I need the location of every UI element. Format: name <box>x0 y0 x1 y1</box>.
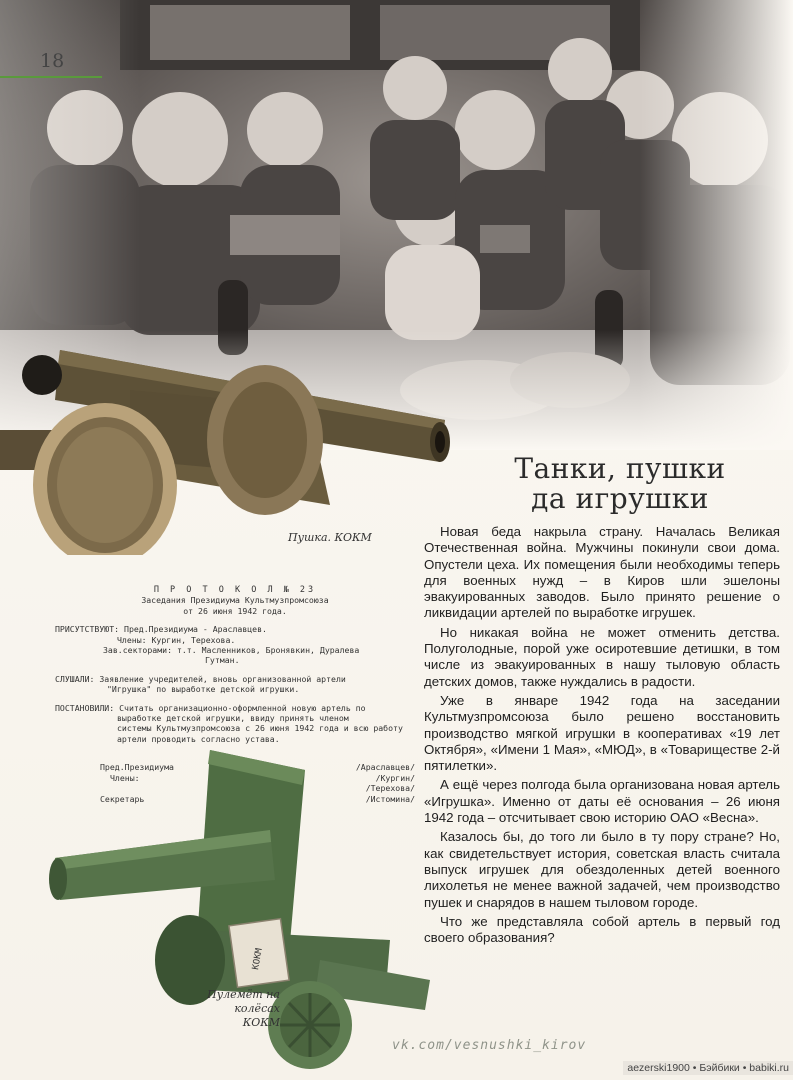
machine-gun-caption <box>160 988 280 1030</box>
protocol-heard-line: "Игрушка" по выработке детской игрушки. <box>107 684 300 695</box>
sig-chair-name: /Араславцев/ <box>355 762 415 773</box>
sig-secretary-name: /Истомина/ <box>365 793 415 804</box>
protocol-subtitle: Заседания Президиума Культмузпромсоюза <box>141 595 329 606</box>
article-paragraph: Но никакая война не может отменить детства. Полуголодные, порой уже осиротевшие детишки, в том числе из эвакуированных в нашу тыловую область детских домов, также нуждались в радости. <box>424 624 780 689</box>
article-title <box>470 454 770 514</box>
article-paragraph: Казалось бы, до того ли было в ту пору стране? Но, как свидетельствует история, советская власть считала выпуск игрушек для обездоленных детей военного лихолетья не менее важной задачей, чем производство пушек и снарядов в нашем тыловом городе. <box>424 829 780 910</box>
title-line-1: Танки, пушки <box>514 452 726 485</box>
toy-cannon-image <box>0 330 470 555</box>
protocol-present-line: ПРИСУТСТВУЮТ: Пред.Президиума - Араславцев. <box>55 624 267 635</box>
article-paragraph: Новая беда накрыла страну. Началась Великая Отечественная война. Мужчины покинули свои дома. Опустели цеха. Их помещения были необходимы теперь для военных нужд – в Киров шли эшелоны эвакуированных заводов. Было принято решение о ликвидации артелей по выработке игрушек. <box>424 524 780 621</box>
protocol-title: П Р О Т О К О Л № 23 <box>153 585 317 595</box>
sig-members-label: Члены: <box>110 772 140 783</box>
article-paragraph: Уже в январе 1942 года на заседании Культмузпромсоюза было решено восстановить производство мягкой игрушки в кооперативах «19 лет Октября», «Имени 1 Мая», «МЮД», в «Товариществе 2-й пятилетки». <box>424 692 780 774</box>
article-paragraph: А ещё через полгода была организована новая артель «Игрушка». Именно от даты её основания – 26 июня 1942 года – отсчитывает свою историю ОАО «Весна». <box>424 777 780 826</box>
protocol-present-line: Зав.секторами: т.т. Масленников, Бронявкин, Дуралева <box>103 645 360 656</box>
sig-members-name-1: /Кургин/ <box>375 772 415 783</box>
protocol-decided-line: системы Культмузпромсоюза с 26 июня 1942 года и всю работу <box>117 723 403 734</box>
protocol-decided-line: артели проводить согласно устава. <box>117 733 280 744</box>
protocol-heard-line: СЛУШАЛИ: Заявление учредителей, вновь организованной артели <box>55 673 346 684</box>
machine-gun-caption-line-2: КОКМ <box>242 1016 280 1029</box>
museum-tag-text: КОКМ <box>251 947 265 971</box>
protocol-present-line: Гутман. <box>205 655 240 666</box>
sig-secretary-label: Секретарь <box>100 793 145 804</box>
sig-chair-label: Пред.Президиума <box>100 762 174 773</box>
machine-gun-caption-line-1: Пулемёт на колёсах <box>207 988 280 1015</box>
source-credit: aezerski1900 • Бэйбики • babiki.ru <box>623 1061 793 1075</box>
vk-watermark: vk.com/vesnushki_kirov <box>392 1038 587 1053</box>
protocol-date: от 26 июня 1942 года. <box>183 605 287 616</box>
cannon-caption: Пушка. КОКМ <box>288 531 372 544</box>
title-line-2: да игрушки <box>531 482 709 515</box>
sig-members-name-2: /Терехова/ <box>365 783 415 794</box>
protocol-decided-line: ПОСТАНОВИЛИ: Считать организационно-оформленной новую артель по <box>55 702 366 713</box>
page-number-rule <box>0 76 102 78</box>
protocol-present-line: Члены: Кургин, Терехова. <box>117 634 236 645</box>
protocol-decided-line: выработке детской игрушки, ввиду принять членом <box>117 713 349 724</box>
page-number: 18 <box>40 50 65 72</box>
article-paragraph: Что же представляла собой артель в первый год своего образования? <box>424 913 780 946</box>
article-body <box>424 524 780 949</box>
